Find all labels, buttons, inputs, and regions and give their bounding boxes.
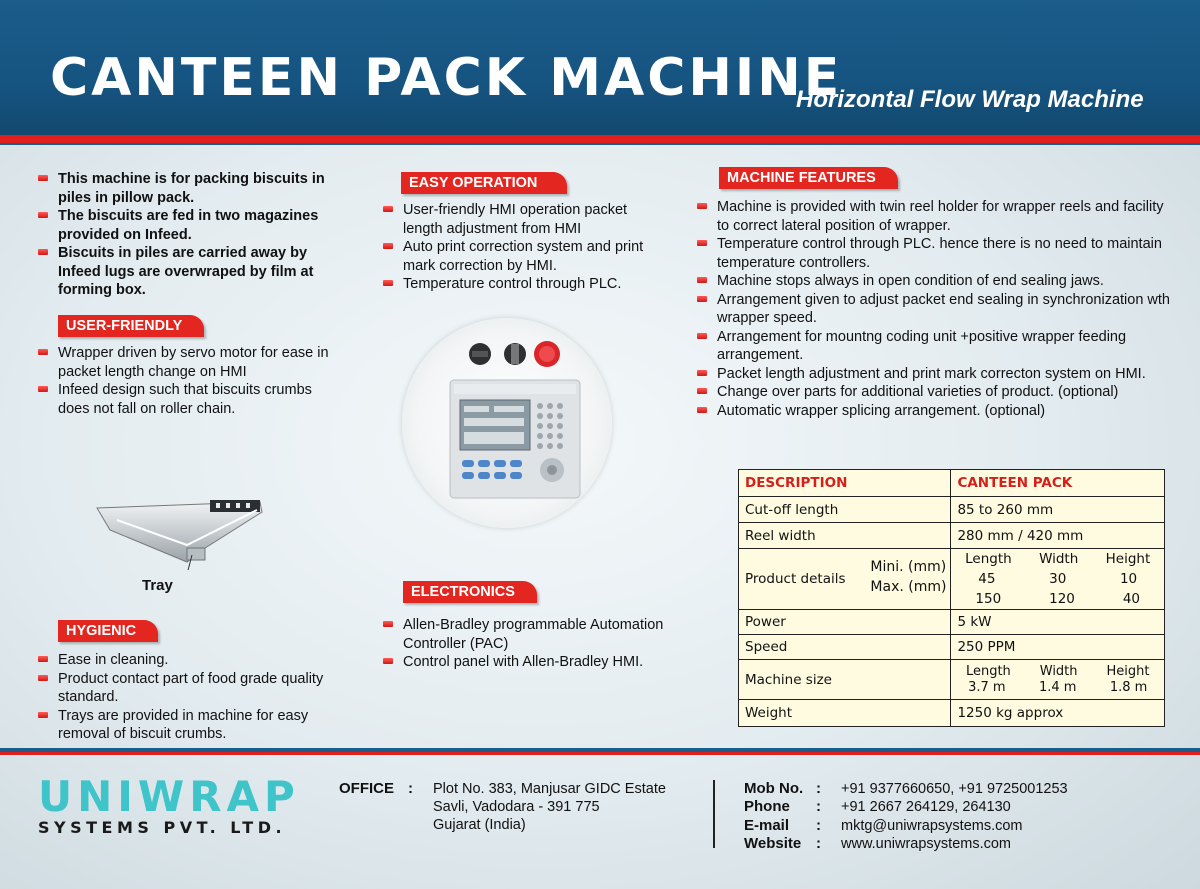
footer-divider-red: [0, 752, 1200, 755]
phone-colon: :: [816, 798, 821, 815]
product-dims-header: [951, 549, 1164, 569]
reel-label: Reel width: [739, 523, 951, 549]
table-row: [739, 635, 1165, 660]
electronics-list: [381, 616, 681, 672]
header-divider-blue: [0, 143, 1200, 145]
hygienic-item: Product contact part of food grade quality standard.: [36, 670, 326, 707]
weight-label: Weight: [739, 700, 951, 727]
page-title: CANTEEN PACK MACHINE: [50, 48, 843, 108]
table-row: [739, 660, 1165, 700]
power-label: Power: [739, 610, 951, 635]
height-heading: Height: [1105, 551, 1151, 567]
easy-operation-list: [381, 201, 661, 294]
electronics-item: Control panel with Allen-Bradley HMI.: [381, 653, 681, 672]
size-dims-header: [951, 664, 1164, 680]
hmi-panel-image: [402, 318, 612, 528]
company-logo-subtitle: SYSTEMS PVT. LTD.: [38, 818, 287, 837]
feature-item: Automatic wrapper splicing arrangement. (optional): [695, 402, 1175, 421]
hygienic-list: [36, 651, 326, 744]
easy-operation-item: User-friendly HMI operation packet length adjustment from HMI: [381, 201, 661, 238]
table-header-row: [739, 470, 1165, 497]
user-friendly-list: [36, 344, 346, 418]
intro-item: This machine is for packing biscuits in piles in pillow pack.: [36, 170, 346, 207]
feature-item: Machine is provided with twin reel holder for wrapper reels and facility to correct lateral position of wrapper.: [695, 198, 1175, 235]
table-header-model: CANTEEN PACK: [951, 470, 1165, 497]
user-friendly-item: Infeed design such that biscuits crumbs does not fall on roller chain.: [36, 381, 346, 418]
width-heading: Width: [1039, 551, 1079, 567]
electronics-item: Allen-Bradley programmable Automation Controller (PAC): [381, 616, 681, 653]
website-label: Website: [744, 835, 802, 852]
size-length-heading: Length: [965, 663, 1011, 679]
table-row: [739, 700, 1165, 727]
cutoff-label: Cut-off length: [739, 497, 951, 523]
address-line-2: Savli, Vadodara - 391 775: [433, 799, 600, 815]
tray-label: Tray: [142, 577, 173, 594]
easy-operation-tag: EASY OPERATION: [401, 172, 567, 194]
size-dims-values: [951, 680, 1164, 696]
hygienic-tag: HYGIENIC: [58, 620, 158, 642]
mob-label: Mob No.: [744, 780, 804, 797]
product-dimensions-cell: [951, 549, 1165, 610]
size-width: 1.4 m: [1038, 679, 1077, 695]
intro-item: Biscuits in piles are carried away by Infeed lugs are overwraped by film at forming box.: [36, 244, 346, 300]
mini-length: 45: [978, 571, 996, 587]
size-label: Machine size: [739, 660, 951, 700]
email-label: E-mail: [744, 817, 790, 834]
page-subtitle: Horizontal Flow Wrap Machine: [796, 86, 1144, 113]
company-logo: UNIWRAP: [38, 772, 300, 821]
intro-list: [36, 170, 346, 300]
table-row: [739, 610, 1165, 635]
reel-value: 280 mm / 420 mm: [951, 523, 1165, 549]
size-length: 3.7 m: [968, 679, 1006, 695]
easy-operation-item: Temperature control through PLC.: [381, 275, 661, 294]
easy-operation-item: Auto print correction system and print mark correction by HMI.: [381, 238, 661, 275]
product-details-cell: [739, 549, 951, 610]
machine-features-tag: MACHINE FEATURES: [719, 167, 898, 189]
mini-width: 30: [1049, 571, 1067, 587]
user-friendly-item: Wrapper driven by servo motor for ease in packet length change on HMI: [36, 344, 346, 381]
hygienic-item: Trays are provided in machine for easy removal of biscuit crumbs.: [36, 707, 326, 744]
address-line-3: Gujarat (India): [433, 817, 526, 833]
feature-item: Change over parts for additional varieties of product. (optional): [695, 383, 1175, 402]
tray-image: [92, 490, 267, 570]
header-divider: [0, 135, 1200, 143]
intro-item: The biscuits are fed in two magazines provided on Infeed.: [36, 207, 346, 244]
phone-label: Phone: [744, 798, 790, 815]
email-link[interactable]: mktg@uniwrapsystems.com: [841, 818, 1023, 834]
size-values-cell: [951, 660, 1165, 700]
table-row: [739, 549, 1165, 610]
size-height: 1.8 m: [1109, 679, 1148, 695]
website-link[interactable]: www.uniwrapsystems.com: [841, 836, 1012, 852]
address-line-1: Plot No. 383, Manjusar GIDC Estate: [433, 781, 666, 797]
mob-value: +91 9377660650, +91 9725001253: [841, 781, 1068, 797]
header-banner: [0, 0, 1200, 135]
max-length: 150: [975, 591, 1002, 607]
electronics-tag: ELECTRONICS: [403, 581, 537, 603]
hygienic-item: Ease in cleaning.: [36, 651, 326, 670]
feature-item: Arrangement given to adjust packet end sealing in synchronization wth wrapper speed.: [695, 291, 1175, 328]
max-label: Max. (mm): [870, 579, 947, 595]
table-row: [739, 523, 1165, 549]
mini-height: 10: [1119, 571, 1138, 587]
footer-separator: [713, 780, 715, 848]
weight-value: 1250 kg approx: [951, 700, 1165, 727]
phone-value: +91 2667 264129, 264130: [841, 799, 1011, 815]
size-height-heading: Height: [1106, 663, 1150, 679]
length-heading: Length: [965, 551, 1012, 567]
email-colon: :: [816, 817, 821, 834]
user-friendly-tag: USER-FRIENDLY: [58, 315, 204, 337]
max-width: 120: [1049, 591, 1075, 607]
machine-features-list: [695, 198, 1175, 420]
table-header-description: DESCRIPTION: [739, 470, 951, 497]
office-address: [433, 780, 666, 834]
cutoff-value: 85 to 260 mm: [951, 497, 1165, 523]
office-label: OFFICE: [339, 780, 394, 797]
power-value: 5 kW: [951, 610, 1165, 635]
product-details-label: Product details: [745, 571, 846, 587]
product-dims-mini: [951, 569, 1164, 589]
mini-label: Mini. (mm): [870, 559, 947, 575]
website-colon: :: [816, 835, 821, 852]
spec-table: [738, 469, 1165, 727]
speed-label: Speed: [739, 635, 951, 660]
mob-colon: :: [816, 780, 821, 797]
feature-item: Packet length adjustment and print mark correcton system on HMI.: [695, 365, 1175, 384]
product-dims-max: [951, 589, 1164, 609]
feature-item: Temperature control through PLC. hence there is no need to maintain temperature controllers.: [695, 235, 1175, 272]
feature-item: Arrangement for mountng coding unit +positive wrapper feeding arrangement.: [695, 328, 1175, 365]
speed-value: 250 PPM: [951, 635, 1165, 660]
size-width-heading: Width: [1039, 663, 1078, 679]
feature-item: Machine stops always in open condition of end sealing jaws.: [695, 272, 1175, 291]
max-height: 40: [1122, 591, 1140, 607]
table-row: [739, 497, 1165, 523]
office-colon: :: [408, 780, 413, 797]
